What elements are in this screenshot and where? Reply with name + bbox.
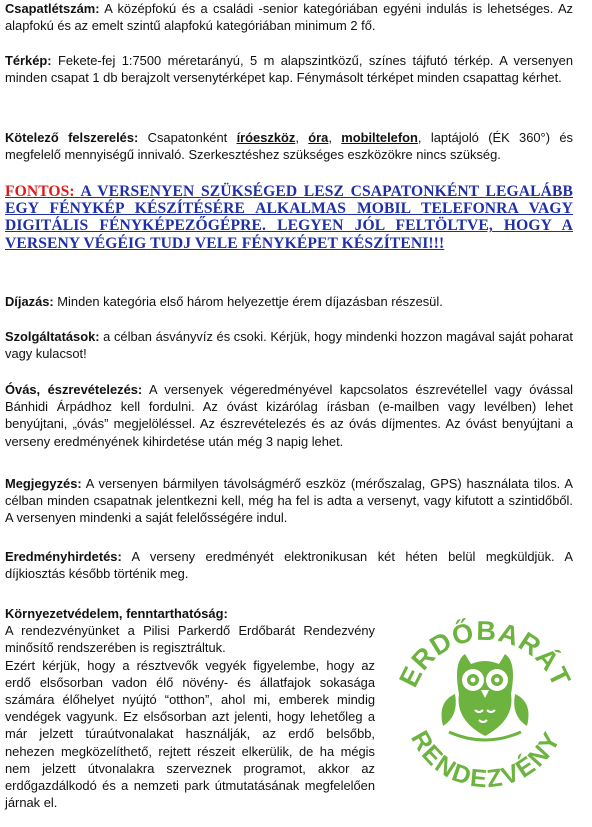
dijazas-label: Díjazás:	[5, 294, 54, 309]
logo-arc-top-text: ERDŐBARÁT	[393, 615, 577, 692]
megjegyzes-paragraph	[5, 475, 573, 527]
dijazas-text: Minden kategória első három helyezettje érem díjazásban részesül.	[53, 294, 443, 309]
eredmenyhirdetes-text: A verseny eredményét elektronikusan két héten belül megküldjük. A díjkiosztás később történik meg.	[5, 549, 573, 582]
felszereles-item-mobiltelefon: mobiltelefon	[341, 130, 418, 145]
kornyezetvedelem-heading	[5, 605, 375, 622]
felszereles-item-iroeszkoz: íróeszköz	[236, 130, 296, 145]
felszereles-item-ora: óra	[308, 130, 329, 145]
fontos-text: A VERSENYEN SZÜKSÉGED LESZ CSAPATONKÉNT LEGALÁBB EGY FÉNYKÉP KÉSZÍTÉSÉRE ALKALMAS MOBIL TELEFONRA VAGY DIGITÁLIS FÉNYKÉPEZŐGÉPRE. LEGYEN JÓL FELTÖLTVE, HOGY A VERSENY VÉGÉIG TUDJ VELE FÉNYKÉPET KÉSZÍTENI!!!	[5, 183, 573, 252]
felszereles-sep-2: ,	[328, 130, 342, 145]
felszereles-sep-1: ,	[295, 130, 309, 145]
owl-icon	[442, 654, 529, 740]
szolgaltatasok-text: a célban ásványvíz és csoki. Kérjük, hogy mindenki hozzon magával saját poharat vagy kulacsot!	[5, 329, 573, 362]
erdobarat-logo	[383, 602, 588, 807]
ovas-paragraph	[5, 381, 573, 450]
terkep-text: Fekete-fej 1:7500 méretarányú, 5 m alapszintközű, színes tájfutó térkép. A versenyen minden csapat 1 db berajzolt versenytérképet kap. Fénymásolt térképet minden csapattag kérhet.	[5, 53, 573, 86]
kornyezetvedelem-paragraph-2: Ezért kérjük, hogy a résztvevők vegyék figyelembe, hogy az erdő elsősorban vadon élő növény- és állatfajok sokasága számára élőhelyet nyújtó “otthon”, ahol mi, emberek mindig vendégek vagyunk. Ez elsősorban azt jelenti, hogy lehetőleg a már jelzett túraútvonalakat használják, az erdő belsőbb, nehezen megközelíthető, rejtett részeit elkerülik, de ha mégis nem jelzett útvonalakra szerveznek programot, akkor az erdőgazdálkodó és a nemzeti park útmutatásának megfelelően járnak el.	[5, 657, 375, 811]
terkep-label: Térkép:	[5, 53, 52, 68]
fontos-label: FONTOS:	[5, 183, 75, 200]
felszereles-text-1: Csapatonként	[138, 130, 237, 145]
felszereles-label: Kötelező felszerelés:	[5, 130, 139, 145]
ovas-text: A versenyek végeredményével kapcsolatos észrevétellel vagy óvással Bánhidi Árpádhoz kell fordulni. Az óvást kizárólag írásban (e-mailben vagy levélben) lehet benyújtani, „óvás” megjelöléssel. Az észrevételezés és az óvás díjmentes. Az óvást benyújtani a verseny eredményének kihirdetése után még 3 napig lehet.	[5, 382, 574, 449]
fontos-notice	[5, 183, 573, 252]
felszereles-paragraph	[5, 129, 573, 163]
csapatletszam-label: Csapatlétszám:	[5, 1, 100, 16]
szolgaltatasok-label: Szolgáltatások:	[5, 329, 100, 344]
ovas-label: Óvás, észrevételezés:	[5, 382, 143, 397]
csapatletszam-paragraph	[5, 0, 573, 34]
felszereles-text-2: , laptájoló (ÉK 360°) és megfelelő mennyiségű innivaló. Szerkesztéshez szükséges eszközökre nincs szükség.	[5, 130, 573, 163]
megjegyzes-label: Megjegyzés:	[5, 476, 82, 491]
terkep-paragraph	[5, 52, 573, 86]
csapatletszam-text: A középfokú és a családi -senior kategóriában egyéni indulás is lehetséges. Az alapfokú és az emelt szintű alapfokú kategóriában minimum 2 fő.	[5, 1, 573, 34]
kornyezetvedelem-paragraph-1: A rendezvényünket a Pilisi Parkerdő Erdőbarát Rendezvény minősítő rendszerében is regisztráltuk.	[5, 623, 375, 656]
megjegyzes-text: A versenyen bármilyen távolságmérő eszköz (mérőszalag, GPS) használata tilos. A célban minden csapatnak jelentkezni kell, még ha fel is adta a versenyt, vagy kifutott a szintidőből. A versenyen mindenki a saját felelősségére indul.	[5, 476, 573, 526]
dijazas-paragraph	[5, 293, 573, 310]
kornyezetvedelem-label: Környezetvédelem, fenntarthatóság:	[5, 606, 228, 621]
logo-arc-bottom-text: RENDEZVÉNY	[405, 726, 567, 794]
eredmenyhirdetes-label: Eredményhirdetés:	[5, 549, 122, 564]
eredmenyhirdetes-paragraph	[5, 548, 573, 582]
szolgaltatasok-paragraph	[5, 328, 573, 362]
kornyezetvedelem-section	[5, 605, 375, 811]
